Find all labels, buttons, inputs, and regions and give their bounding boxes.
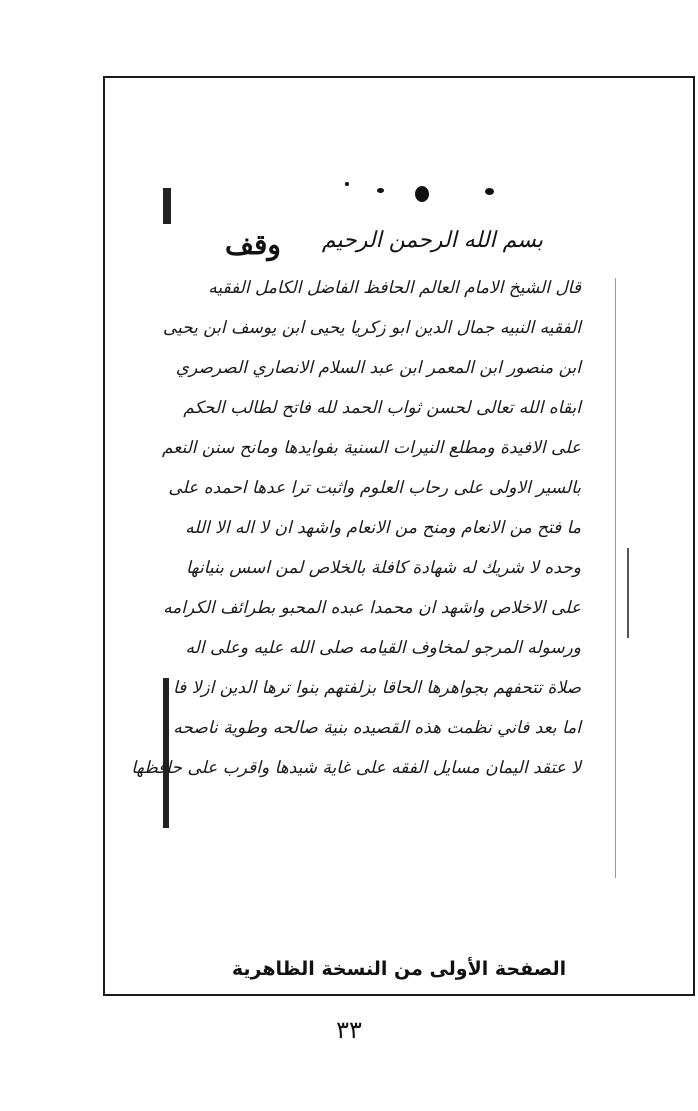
- manuscript-line: على الاخلاص واشهد ان محمدا عبده المحبو بطرائف الكرامه: [163, 598, 581, 618]
- binding-mark: [163, 188, 171, 224]
- edge-line: [627, 548, 629, 638]
- ink-speck: [345, 182, 349, 186]
- manuscript-line: وحده لا شريك له شهادة كافلة بالخلاص لمن اسس بنيانها: [185, 558, 581, 578]
- waqf-mark: وقف: [225, 228, 281, 261]
- manuscript-image: [105, 78, 693, 994]
- manuscript-line: على الافيدة ومطلع النيرات السنية بفوايدها ومانح سنن النعم: [161, 438, 581, 458]
- manuscript-line: ابن منصور ابن المعمر ابن عبد السلام الانصاري الصرصري: [175, 358, 581, 378]
- manuscript-line: بالسير الاولى على رحاب العلوم واثبت ترا عدها احمده على: [168, 478, 581, 498]
- manuscript-line: ورسوله المرجو لمخاوف القيامه صلى الله عليه وعلى اله: [185, 638, 581, 658]
- manuscript-line: ما فتح من الانعام ومنح من الانعام واشهد ان لا اله الا الله: [185, 518, 581, 538]
- manuscript-line: ابقاه الله تعالى لحسن ثواب الحمد لله فاتح لطالب الحكم: [183, 398, 581, 418]
- manuscript-frame: [103, 76, 695, 996]
- edge-line: [615, 278, 616, 878]
- ink-speck: [415, 186, 429, 202]
- ink-speck: [485, 188, 494, 195]
- manuscript-line: لا عتقد اليمان مسايل الفقه على غاية شيدها واقرب على حافظها: [131, 758, 581, 778]
- ink-speck: [377, 188, 384, 193]
- manuscript-line: الفقيه النبيه جمال الدين ابو زكريا يحيى ابن يوسف ابن يحيى: [162, 318, 581, 338]
- manuscript-line: اما بعد فاني نظمت هذه القصيده بنية صالحه وطوية ناصحه: [173, 718, 581, 738]
- manuscript-line: صلاة تتحفهم بجواهرها الحاقا بزلفتهم بنوا ترها الدين ازلا فا: [173, 678, 581, 698]
- basmala: بسم الله الرحمن الرحيم: [321, 228, 543, 253]
- page-number: ٣٣: [336, 1016, 362, 1044]
- binding-mark: [163, 678, 169, 828]
- figure-caption: الصفحة الأولى من النسخة الظاهرية: [231, 958, 567, 980]
- manuscript-line: قال الشيخ الامام العالم الحافظ الفاضل الكامل الفقيه: [208, 278, 581, 298]
